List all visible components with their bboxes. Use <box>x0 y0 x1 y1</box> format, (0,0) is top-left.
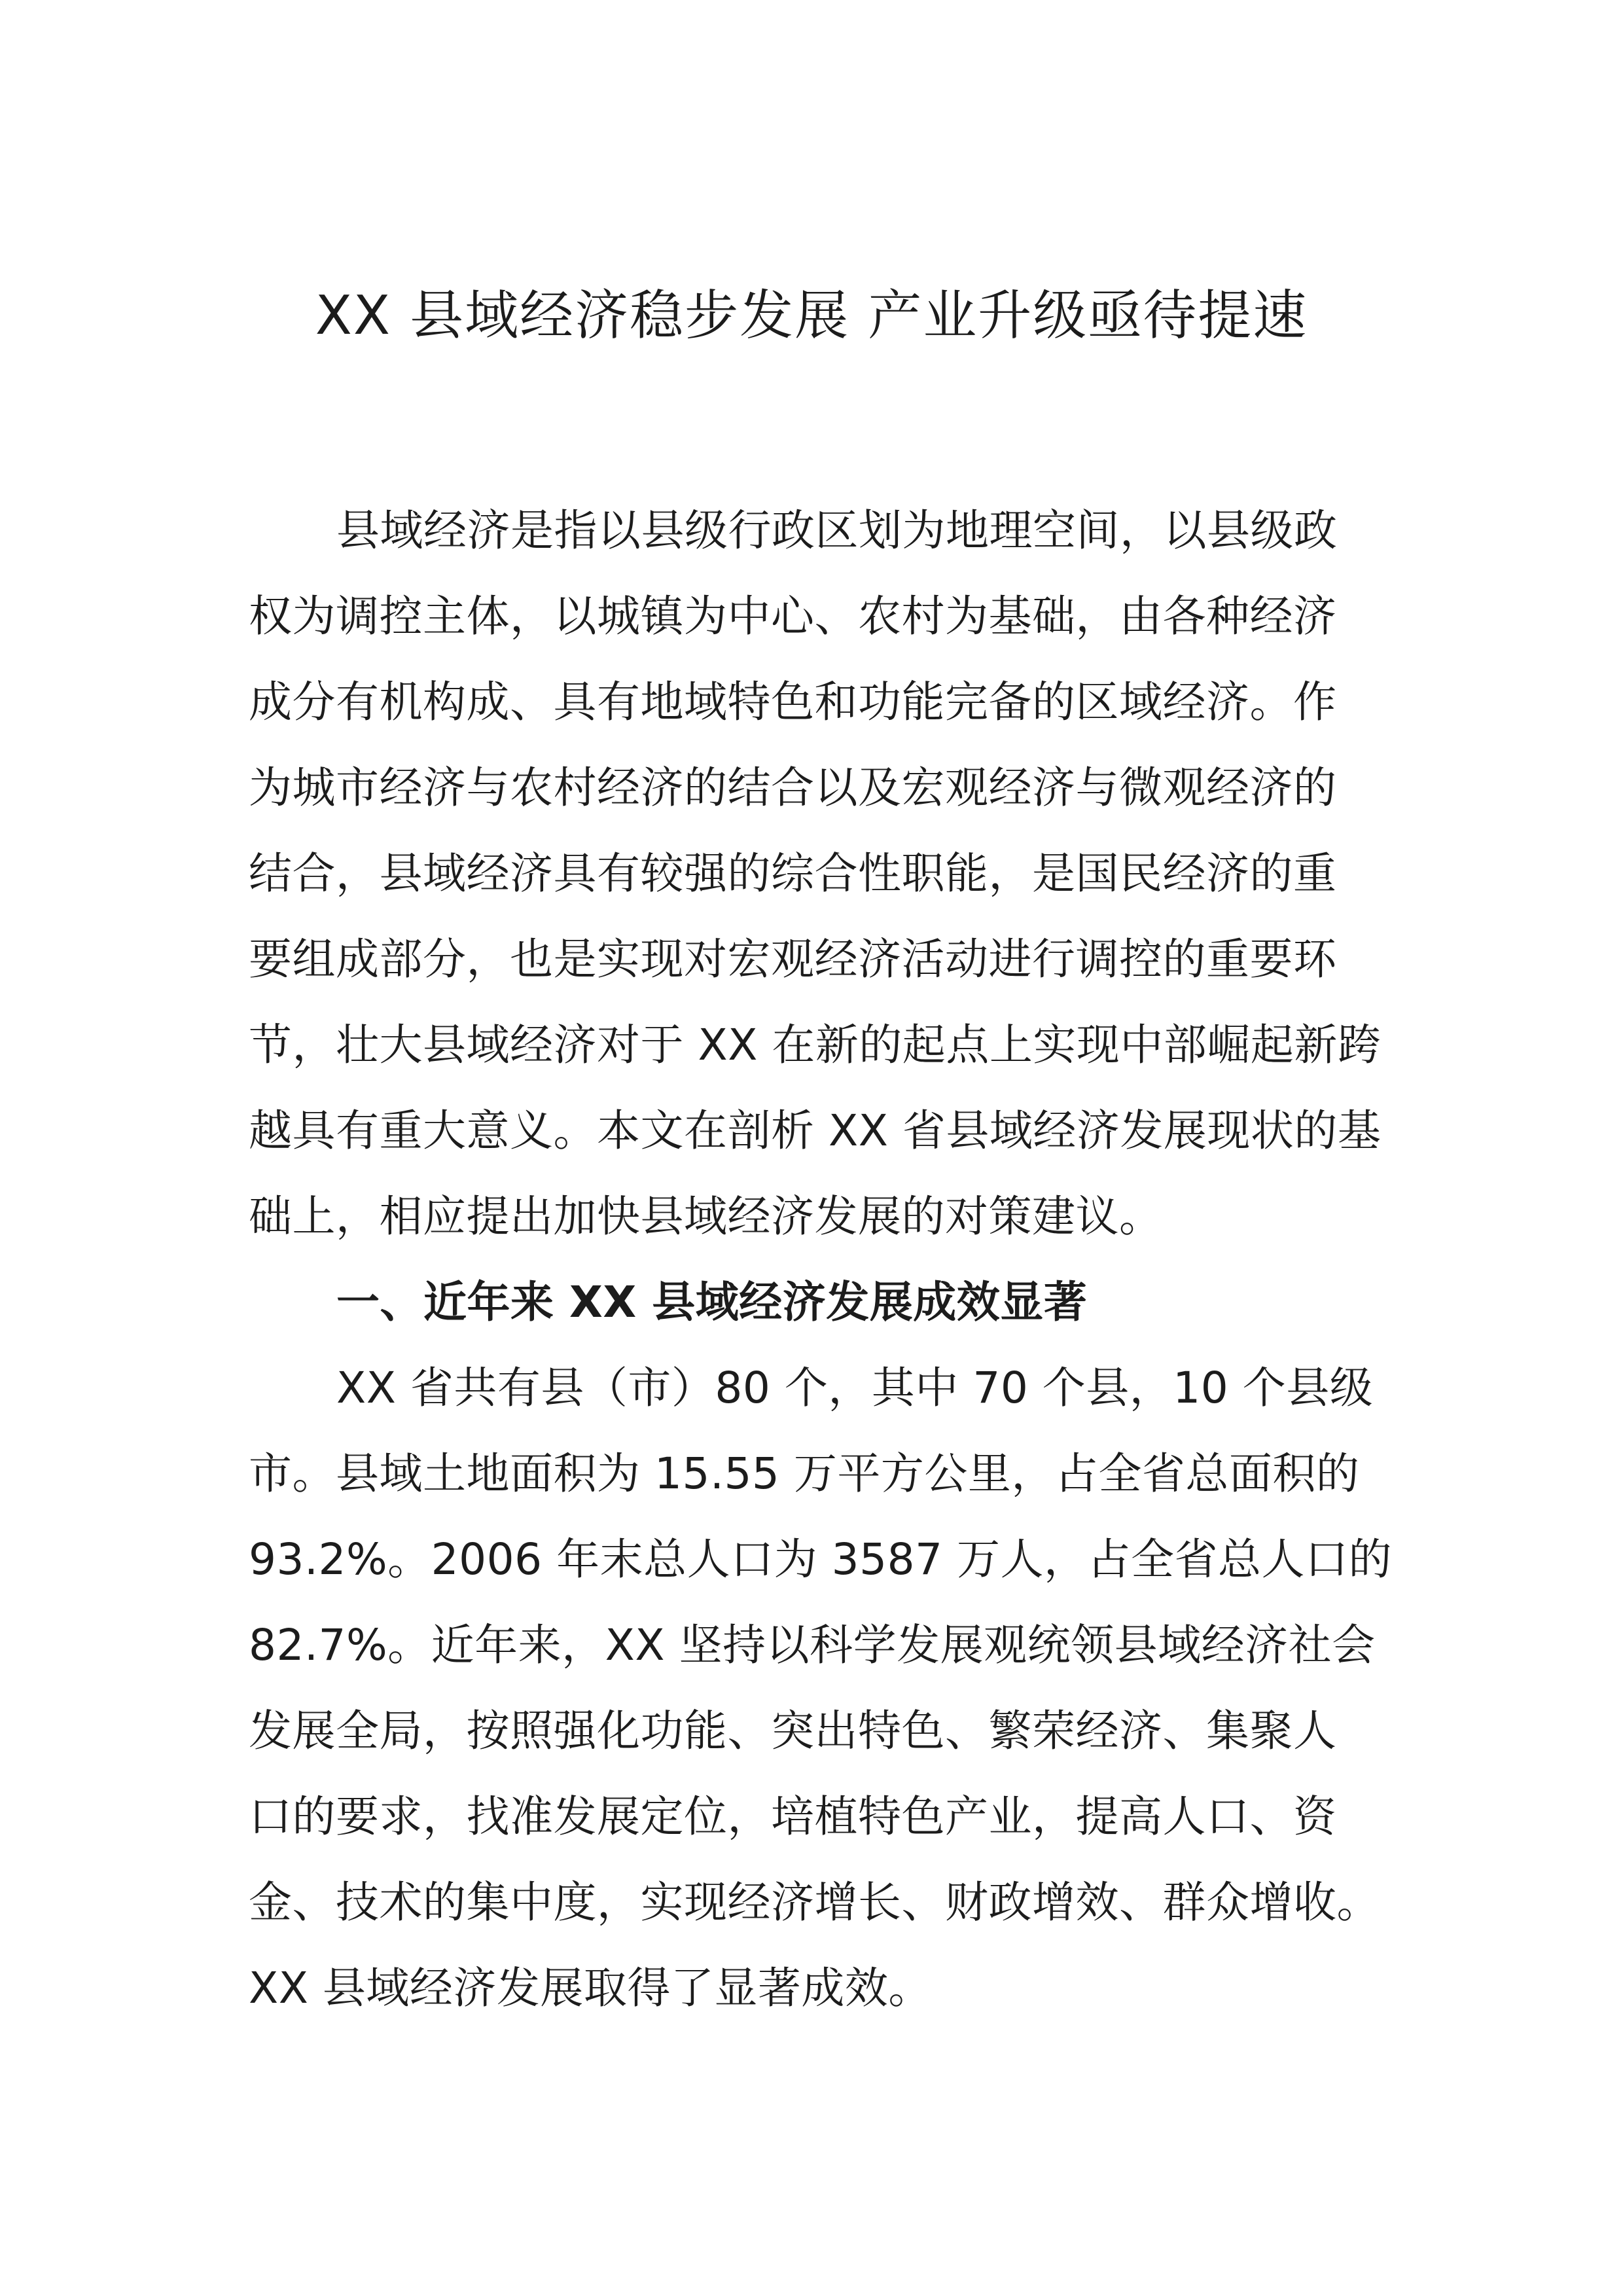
paragraph-line: XX 县域经济发展取得了显著成效。 <box>249 1963 932 2013</box>
paragraph-line: XX 省共有县（市）80 个，其中 70 个县，10 个县级 <box>336 1363 1374 1413</box>
paragraph-line: 成分有机构成、具有地域特色和功能完备的区域经济。作 <box>249 677 1337 727</box>
paragraph-line: 县域经济是指以县级行政区划为地理空间，以县级政 <box>336 505 1338 556</box>
paragraph-line: 为城市经济与农村经济的结合以及宏观经济与微观经济的 <box>249 762 1337 813</box>
section-heading: 一、近年来 XX 县域经济发展成效显著 <box>336 1277 1088 1327</box>
paragraph-line: 82.7%。近年来，XX 坚持以科学发展观统领县域经济社会 <box>249 1620 1376 1670</box>
paragraph-line: 市。县域土地面积为 15.55 万平方公里，占全省总面积的 <box>249 1448 1360 1499</box>
paragraph-2 <box>249 1345 1400 2031</box>
paragraph-line: 要组成部分，也是实现对宏观经济活动进行调控的重要环 <box>249 934 1337 984</box>
document-body <box>249 488 1400 2031</box>
paragraph-line: 权为调控主体，以城镇为中心、农村为基础，由各种经济 <box>249 591 1337 641</box>
document-title: XX 县域经济稳步发展 产业升级亟待提速 <box>315 285 1308 347</box>
paragraph-line: 93.2%。2006 年末总人口为 3587 万人，占全省总人口的 <box>249 1534 1393 1585</box>
paragraph-line: 越具有重大意义。本文在剖析 XX 省县域经济发展现状的基 <box>249 1105 1382 1156</box>
paragraph-line: 发展全局，按照强化功能、突出特色、繁荣经济、集聚人 <box>249 1706 1337 1756</box>
paragraph-line: 口的要求，找准发展定位，培植特色产业，提高人口、资 <box>249 1791 1337 1842</box>
paragraph-line: 础上，相应提出加快县域经济发展的对策建议。 <box>249 1191 1163 1242</box>
paragraph-line: 节，壮大县域经济对于 XX 在新的起点上实现中部崛起新跨 <box>249 1020 1382 1070</box>
paragraph-1 <box>249 488 1400 1259</box>
paragraph-line: 金、技术的集中度，实现经济增长、财政增效、群众增收。 <box>249 1877 1380 1928</box>
paragraph-line: 结合，县域经济具有较强的综合性职能，是国民经济的重 <box>249 848 1337 899</box>
